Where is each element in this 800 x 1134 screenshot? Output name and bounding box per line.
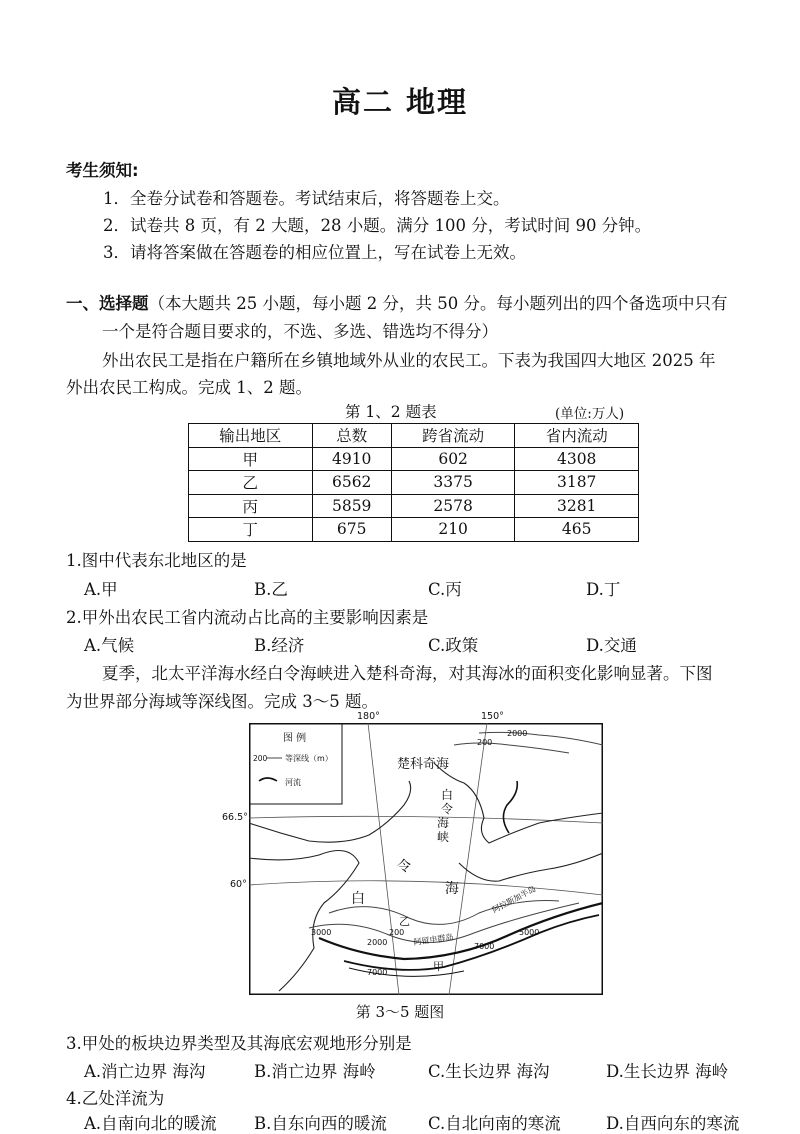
longitude-label: 180° xyxy=(357,711,380,722)
question-stem: 3.甲处的板块边界类型及其海底宏观地形分别是 xyxy=(66,1034,412,1053)
section-label: 一、选择题 xyxy=(66,294,149,313)
depth-label: 200 xyxy=(389,928,405,937)
table-cell: 465 xyxy=(515,518,639,542)
table-cell: 3187 xyxy=(515,471,639,495)
notice-heading: 考生须知: xyxy=(66,161,139,180)
table-cell: 675 xyxy=(312,518,391,542)
label-bering-sea: 海 xyxy=(445,881,459,897)
label-bering-strait: 峡 xyxy=(437,830,450,844)
label-point-yi: 乙 xyxy=(399,915,410,928)
notice-item: 3．请将答案做在答题卷的相应位置上，写在试卷上无效。 xyxy=(103,243,526,262)
question-stem: 2.甲外出农民工省内流动占比高的主要影响因素是 xyxy=(66,608,429,627)
table-header-cell: 跨省流动 xyxy=(391,424,515,448)
table-cell: 602 xyxy=(391,447,515,471)
table-cell: 4910 xyxy=(312,447,391,471)
question-stem: 1.图中代表东北地区的是 xyxy=(66,551,247,570)
option-c: C.自北向南的寒流 xyxy=(428,1114,561,1133)
table-caption: 第 1、2 题表 xyxy=(345,403,437,421)
passage-text: 为世界部分海域等深线图。完成 3～5 题。 xyxy=(66,692,378,711)
notice-item: 1．全卷分试卷和答题卷。考试结束后，将答题卷上交。 xyxy=(103,189,510,208)
table-cell: 乙 xyxy=(189,471,313,495)
option-b: B.消亡边界 海岭 xyxy=(254,1062,376,1081)
legend-title: 图 例 xyxy=(283,733,307,744)
table-cell: 甲 xyxy=(189,447,313,471)
option-c: C.生长边界 海沟 xyxy=(428,1062,550,1081)
page-title: 高二 地理 xyxy=(331,85,469,119)
depth-label: 2000 xyxy=(367,938,388,947)
depth-label: 5000 xyxy=(519,928,540,937)
legend-river-label: 河流 xyxy=(285,778,301,787)
table-cell: 丁 xyxy=(189,518,313,542)
label-point-jia: 甲 xyxy=(433,960,444,973)
option-c: C.政策 xyxy=(428,636,479,655)
table-cell: 2578 xyxy=(391,494,515,518)
longitude-label: 150° xyxy=(481,711,504,722)
passage-text: 外出农民工是指在户籍所在乡镇地域外从业的农民工。下表为我国四大地区 2025 年 xyxy=(102,351,716,370)
label-bering-strait: 令 xyxy=(441,802,454,816)
table-row xyxy=(189,518,639,542)
data-table xyxy=(188,423,639,542)
table-header-cell: 省内流动 xyxy=(515,424,639,448)
option-a: A.消亡边界 海沟 xyxy=(84,1062,206,1081)
section-description-cont: 一个是符合题目要求的，不选、多选、错选均不得分） xyxy=(102,322,498,341)
option-a: A.气候 xyxy=(84,636,135,655)
legend-contour-label: 等深线（m） xyxy=(285,754,333,763)
passage-text: 外出农民工构成。完成 1、2 题。 xyxy=(66,378,312,397)
option-a: A.甲 xyxy=(84,580,118,599)
legend-contour-value: 200 xyxy=(253,754,268,763)
table-cell: 210 xyxy=(391,518,515,542)
label-bering-strait: 海 xyxy=(437,816,450,830)
table-row xyxy=(189,471,639,495)
table-cell: 6562 xyxy=(312,471,391,495)
label-chukchi-sea: 楚科奇海 xyxy=(397,757,450,772)
depth-label: 3000 xyxy=(311,928,332,937)
label-alaska-peninsula: 阿拉斯加半岛 xyxy=(490,884,538,915)
table-cell: 3281 xyxy=(515,494,639,518)
label-bering-strait: 白 xyxy=(441,788,454,802)
table-header-row xyxy=(189,424,639,448)
figure-caption: 第 3～5 题图 xyxy=(355,1003,445,1021)
label-aleutian-islands: 阿留申群岛 xyxy=(413,932,454,947)
label-bering-sea: 白 xyxy=(351,891,365,907)
question-stem: 4.乙处洋流为 xyxy=(66,1089,165,1108)
option-c: C.丙 xyxy=(428,580,462,599)
option-d: D.交通 xyxy=(586,636,637,655)
option-b: B.乙 xyxy=(254,580,288,599)
latitude-label: 66.5° xyxy=(222,812,248,823)
section-description: （本大题共 25 小题，每小题 2 分，共 50 分。每小题列出的四个备选项中只有 xyxy=(148,294,728,313)
option-b: B.经济 xyxy=(254,636,305,655)
option-d: D.丁 xyxy=(586,580,621,599)
label-bering-sea: 令 xyxy=(397,859,411,875)
table-cell: 4308 xyxy=(515,447,639,471)
table-cell: 丙 xyxy=(189,494,313,518)
table-cell: 5859 xyxy=(312,494,391,518)
option-b: B.自东向西的暖流 xyxy=(254,1114,387,1133)
table-row xyxy=(189,447,639,471)
table-header-cell: 总数 xyxy=(312,424,391,448)
table-cell: 3375 xyxy=(391,471,515,495)
table-header-cell: 输出地区 xyxy=(189,424,313,448)
depth-label: 7000 xyxy=(367,968,388,977)
option-d: D.自西向东的寒流 xyxy=(606,1114,740,1133)
passage-text: 夏季，北太平洋海水经白令海峡进入楚科奇海，对其海冰的面积变化影响显著。下图 xyxy=(102,664,713,683)
option-a: A.自南向北的暖流 xyxy=(84,1114,217,1133)
isobath-map xyxy=(249,723,603,995)
latitude-label: 60° xyxy=(230,879,247,890)
section-heading xyxy=(66,290,727,314)
table-row xyxy=(189,494,639,518)
depth-label: 200 xyxy=(477,738,493,747)
depth-label: 7000 xyxy=(474,942,495,951)
depth-label: 2000 xyxy=(507,729,528,738)
table-unit: (单位:万人) xyxy=(555,406,625,422)
notice-item: 2．试卷共 8 页，有 2 大题，28 小题。满分 100 分，考试时间 90 分钟。 xyxy=(103,216,652,235)
option-d: D.生长边界 海岭 xyxy=(606,1062,729,1081)
